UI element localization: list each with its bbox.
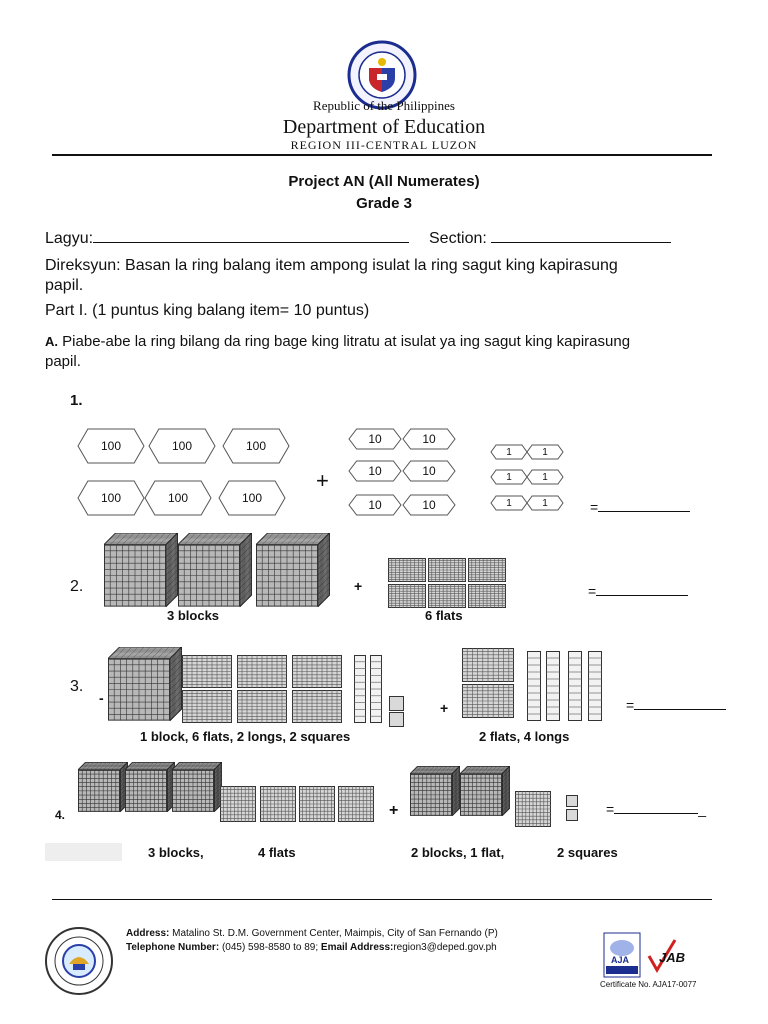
ten-hexagon-label: 10 [422,498,436,512]
item-4-caption-flats: 4 flats [258,845,296,860]
ten-flat [462,684,514,723]
email-value: region3@deped.gov.ph [393,942,497,953]
aja-logo [603,932,641,978]
jab-logo-text: JAB [659,950,686,965]
ten-flat [182,655,232,693]
ten-hexagon-label: 10 [368,464,382,478]
ten-hexagon [348,494,402,516]
hundred-cube [172,762,222,812]
ten-flat [428,558,466,587]
name-blank[interactable] [93,229,409,243]
ten-flat [182,690,232,728]
one-hexagon [526,469,564,485]
region-text: REGION III-CENTRAL LUZON [290,138,478,152]
item-4-trailing: _ [698,801,706,817]
ten-long [546,651,560,726]
instruction-a [45,332,665,372]
hundred-cube [460,766,510,816]
ten-hexagon-label: 10 [368,498,382,512]
name-label: Lagyu: [45,230,94,247]
item-4-equals: = [606,801,615,817]
hundred-cube [178,533,252,607]
ten-long [588,651,602,726]
footer-rule [52,899,712,900]
part-heading: Part I. (1 puntus king balang item= 10 puntus) [45,302,370,319]
hundred-hexagon-label: 100 [245,439,267,453]
hundred-cube [78,762,128,812]
project-title: Project AN (All Numerates) [288,173,480,190]
item-3-answer[interactable] [626,696,726,713]
certificate-number: Certificate No. AJA17-0077 [600,980,697,989]
one-hexagon-label: 1 [506,471,512,483]
hundred-hexagon-label: 100 [241,491,263,505]
ten-flat [338,786,374,827]
ten-flat [220,786,256,827]
item-3-caption-left: 1 block, 6 flats, 2 longs, 2 squares [140,729,351,744]
ten-flat [468,558,506,587]
hundred-cube [410,766,460,816]
item-3-number: 3. [70,678,84,695]
one-hexagon-label: 1 [506,446,512,458]
one-hexagon [526,495,564,511]
item-1-number: 1. [70,392,83,409]
ten-flat [237,655,287,693]
item-2-equals: = [588,583,597,599]
aja-logo-text: AJA [611,955,630,965]
item-4-caption-right-a: 2 blocks, 1 flat, [411,845,505,860]
ten-flat [388,584,426,613]
footer-contact [126,942,497,953]
item-2-blank[interactable] [596,582,688,596]
item-3-dash: - [99,690,104,706]
item-2-caption-right: 6 flats [425,608,463,623]
direksyun-text: Direksyun: Basan la ring balang item ampong isulat la ring sagut king kapirasung papil. [45,257,618,294]
hundred-hexagon [144,480,212,516]
one-hexagon [526,444,564,460]
item-2-number: 2. [70,578,84,595]
ten-hexagon [402,494,456,516]
ten-hexagon [348,428,402,450]
ten-flat [468,584,506,613]
grade-title: Grade 3 [356,195,412,212]
hundred-hexagon-label: 100 [167,491,189,505]
jab-logo [645,936,687,976]
item-1-equals: = [590,499,599,515]
hundred-hexagon-label: 100 [100,439,122,453]
ten-flat [388,558,426,587]
one-hexagon [490,444,528,460]
ten-hexagon [402,428,456,450]
hundred-cube [108,647,182,721]
instruction-a-text: Piabe-abe la ring bilang da ring bage king litratu at isulat ya ing sagut king kapirasung papil. [45,333,631,370]
one-hexagon-label: 1 [542,497,548,509]
item-1-answer[interactable] [590,498,690,515]
hundred-hexagon [222,428,290,464]
hundred-hexagon [77,428,145,464]
phone-value: (045) 598-8580 to 89; [221,942,319,953]
footer-address [126,928,498,939]
hundred-cube [256,533,330,607]
item-4-caption-blocks: 3 blocks, [148,845,204,860]
instruction-a-letter: A. [45,334,58,349]
ten-hexagon-label: 10 [422,432,436,446]
one-hexagon [490,495,528,511]
phone-label: Telephone Number: [126,942,220,953]
ten-flat [292,690,342,728]
department-title: Department of Education [282,116,486,138]
section-blank[interactable] [491,229,671,243]
deped-region-seal [44,926,114,996]
item-4-blank[interactable] [614,800,698,814]
one-hexagon-label: 1 [542,446,548,458]
item-3-plus: + [440,700,449,716]
item-1-plus: + [316,468,329,493]
hundred-cube [125,762,175,812]
item-4-answer[interactable] [606,800,706,817]
item-2-plus: + [354,578,363,594]
item-3-caption-right: 2 flats, 4 longs [479,729,570,744]
item-2-answer[interactable] [588,582,688,599]
ten-flat [260,786,296,827]
ten-flat [515,791,551,832]
item-4-plus: + [389,802,399,819]
ten-flat [292,655,342,693]
ten-long [370,655,382,728]
ten-long [527,651,541,726]
item-3-equals: = [626,697,635,713]
hundred-hexagon-label: 100 [100,491,122,505]
ten-long [568,651,582,726]
address-value: Matalino St. D.M. Government Center, Maimpis, City of San Fernando (P) [172,928,498,939]
section-label: Section: [429,230,487,247]
address-label: Address: [126,928,170,939]
section-field[interactable] [429,229,671,248]
email-label: Email Address: [320,942,394,953]
one-hexagon-label: 1 [506,497,512,509]
one-square [566,808,578,826]
ten-flat [462,648,514,687]
item-1-blank[interactable] [598,498,690,512]
ten-flat [237,690,287,728]
one-hexagon [490,469,528,485]
hundred-hexagon [77,480,145,516]
item-4-grey-box [45,843,122,861]
item-4-caption-right-b: 2 squares [557,845,618,860]
ten-hexagon [348,460,402,482]
ten-hexagon [402,460,456,482]
ten-flat [299,786,335,827]
ten-hexagon-label: 10 [368,432,382,446]
hundred-cube [104,533,178,607]
hundred-hexagon [218,480,286,516]
header-rule [52,154,712,156]
hundred-hexagon [148,428,216,464]
item-3-blank[interactable] [634,696,726,710]
item-2-caption-left: 3 blocks [167,608,220,623]
name-field[interactable] [45,229,409,248]
republic-text: Republic of the Philippines [313,98,455,113]
ten-hexagon-label: 10 [422,464,436,478]
ten-long [354,655,366,728]
item-4-number: 4. [55,808,66,822]
one-hexagon-label: 1 [542,471,548,483]
one-square [389,712,404,732]
hundred-hexagon-label: 100 [171,439,193,453]
